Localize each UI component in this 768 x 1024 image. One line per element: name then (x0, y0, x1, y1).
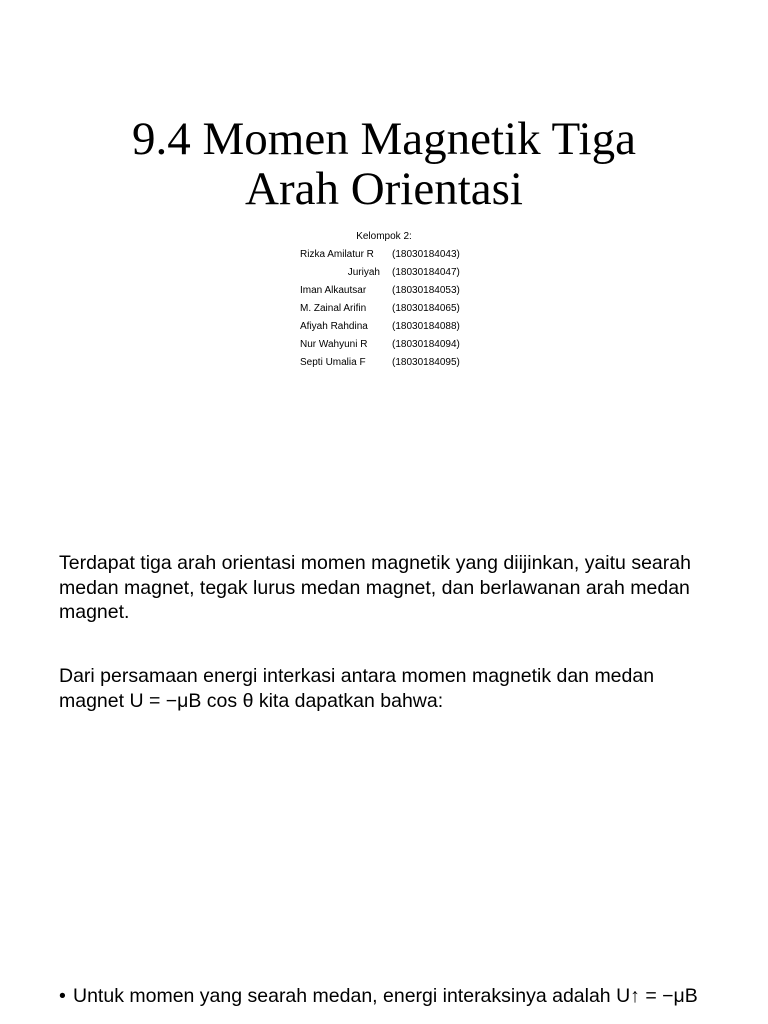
member-row (0, 246, 768, 264)
member-nim: (18030184043) (392, 249, 460, 260)
member-name: Juriyah (347, 267, 380, 278)
member-row (0, 282, 768, 300)
member-nim: (18030184053) (392, 285, 460, 296)
group-label: Kelompok 2: (356, 231, 412, 242)
member-name: Nur Wahyuni R (300, 339, 368, 350)
member-name: M. Zainal Arifin (300, 303, 367, 314)
member-list (0, 228, 768, 372)
bullet-text: Untuk momen yang searah medan, energi interaksinya adalah U↑ = −μB (73, 985, 698, 1007)
slide-title (0, 114, 768, 214)
paragraph-orientations: Terdapat tiga arah orientasi momen magnetik yang diijinkan, yaitu searah medan magnet, tegak lurus medan magnet, dan berlawanan arah medan magnet. (59, 552, 691, 623)
member-row (0, 318, 768, 336)
member-row (0, 336, 768, 354)
member-nim: (18030184047) (392, 267, 460, 278)
member-name: Afiyah Rahdina (300, 321, 368, 332)
bullet-item (59, 984, 699, 1009)
member-row (0, 354, 768, 372)
title-line-2: Arah Orientasi (245, 163, 523, 215)
member-nim: (18030184095) (392, 357, 460, 368)
member-row (0, 264, 768, 282)
bullet-dot-icon: • (59, 985, 66, 1007)
member-name: Iman Alkautsar (300, 285, 367, 296)
member-row (0, 300, 768, 318)
member-name: Rizka Amilatur R (300, 249, 374, 260)
member-nim: (18030184088) (392, 321, 460, 332)
member-nim: (18030184065) (392, 303, 460, 314)
title-line-1: 9.4 Momen Magnetik Tiga (132, 113, 636, 165)
member-name: Septi Umalia F (300, 357, 366, 368)
member-nim: (18030184094) (392, 339, 460, 350)
paragraph-energy-equation: Dari persamaan energi interkasi antara momen magnetik dan medan magnet U = −μB cos θ kita dapatkan bahwa: (59, 665, 655, 712)
